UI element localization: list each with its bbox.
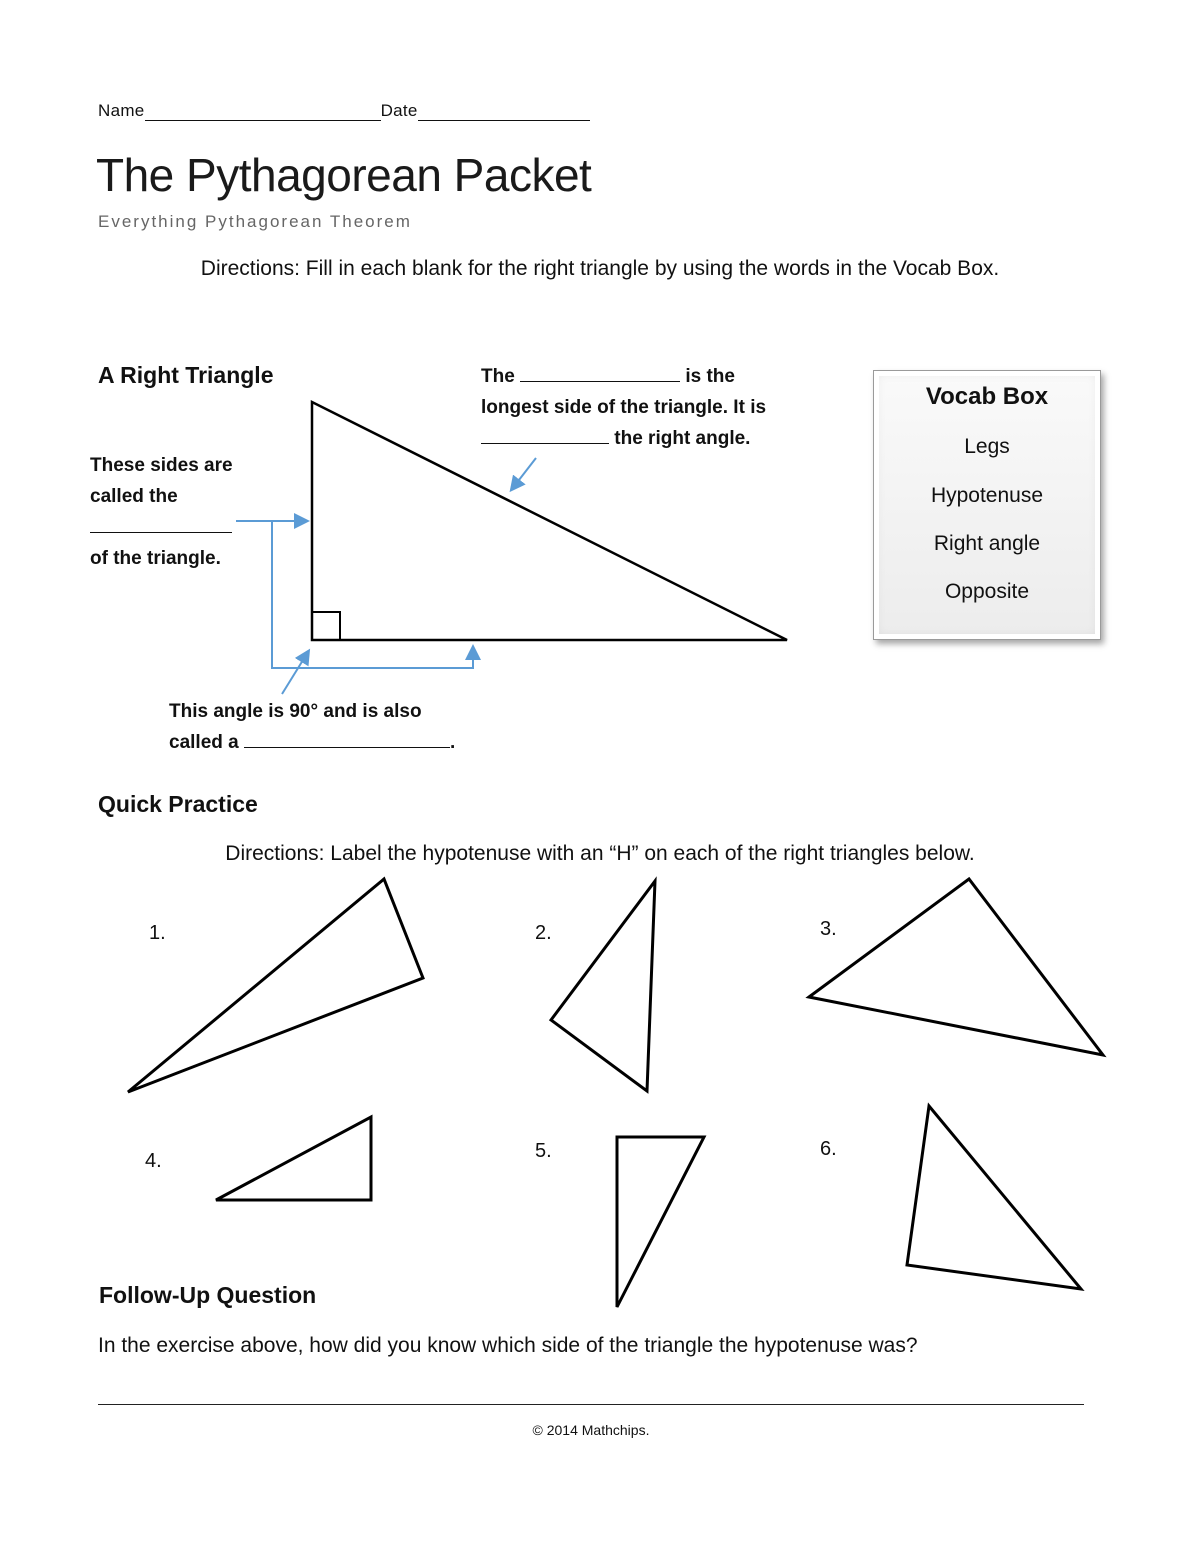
problem-number-1: 1.	[149, 922, 166, 944]
problem-number-5: 5.	[535, 1140, 552, 1162]
practice-triangle-6	[907, 1106, 1081, 1289]
right-angle-marker	[312, 612, 340, 640]
annotation-arrows	[236, 458, 536, 694]
practice-triangle-2	[551, 881, 655, 1091]
vocab-item-hypotenuse: Hypotenuse	[930, 484, 1044, 507]
leg-arrow-horizontal	[272, 521, 473, 668]
right-angle-arrow	[282, 652, 308, 694]
directions-fill-in: Directions: Fill in each blank for the right triangle by using the words in the Vocab Box.	[200, 257, 1000, 280]
copyright-text: © 2014 Mathchips.	[532, 1422, 650, 1438]
practice-triangle-5	[617, 1137, 704, 1307]
section-heading-quick-practice: Quick Practice	[98, 791, 258, 817]
right-angle-label: This angle is 90° and is also called a .	[169, 701, 456, 753]
section-heading-follow-up: Follow-Up Question	[99, 1282, 317, 1308]
vocab-item-right-angle: Right angle	[933, 532, 1041, 555]
vocab-item-opposite: Opposite	[944, 580, 1030, 603]
practice-triangle-4	[216, 1117, 371, 1200]
right-triangle-shape	[312, 402, 787, 640]
section-heading-right-triangle: A Right Triangle	[98, 362, 274, 388]
legs-label: These sides are called the of the triangle.	[90, 455, 233, 569]
hypotenuse-arrow	[512, 458, 536, 489]
page-subtitle: Everything Pythagorean Theorem	[98, 212, 412, 231]
directions-label-hypotenuse: Directions: Label the hypotenuse with an “H” on each of the right triangles below.	[225, 842, 975, 865]
main-right-triangle	[312, 402, 787, 640]
hypotenuse-label: The is the longest side of the triangle. It is the right angle.	[481, 361, 841, 454]
practice-triangle-1	[128, 879, 423, 1092]
follow-up-question: In the exercise above, how did you know which side of the triangle the hypotenuse was?	[98, 1334, 918, 1357]
practice-triangle-3	[809, 879, 1103, 1055]
name-label: Name	[98, 101, 145, 120]
vocab-box-title: Vocab Box	[925, 383, 1049, 410]
problem-number-4: 4.	[145, 1150, 162, 1172]
vocab-item-legs: Legs	[964, 435, 1010, 458]
date-label: Date	[380, 101, 418, 120]
problem-number-2: 2.	[535, 922, 552, 944]
page-title: The Pythagorean Packet	[96, 149, 592, 201]
problem-number-6: 6.	[820, 1138, 837, 1160]
problem-number-3: 3.	[820, 918, 837, 940]
